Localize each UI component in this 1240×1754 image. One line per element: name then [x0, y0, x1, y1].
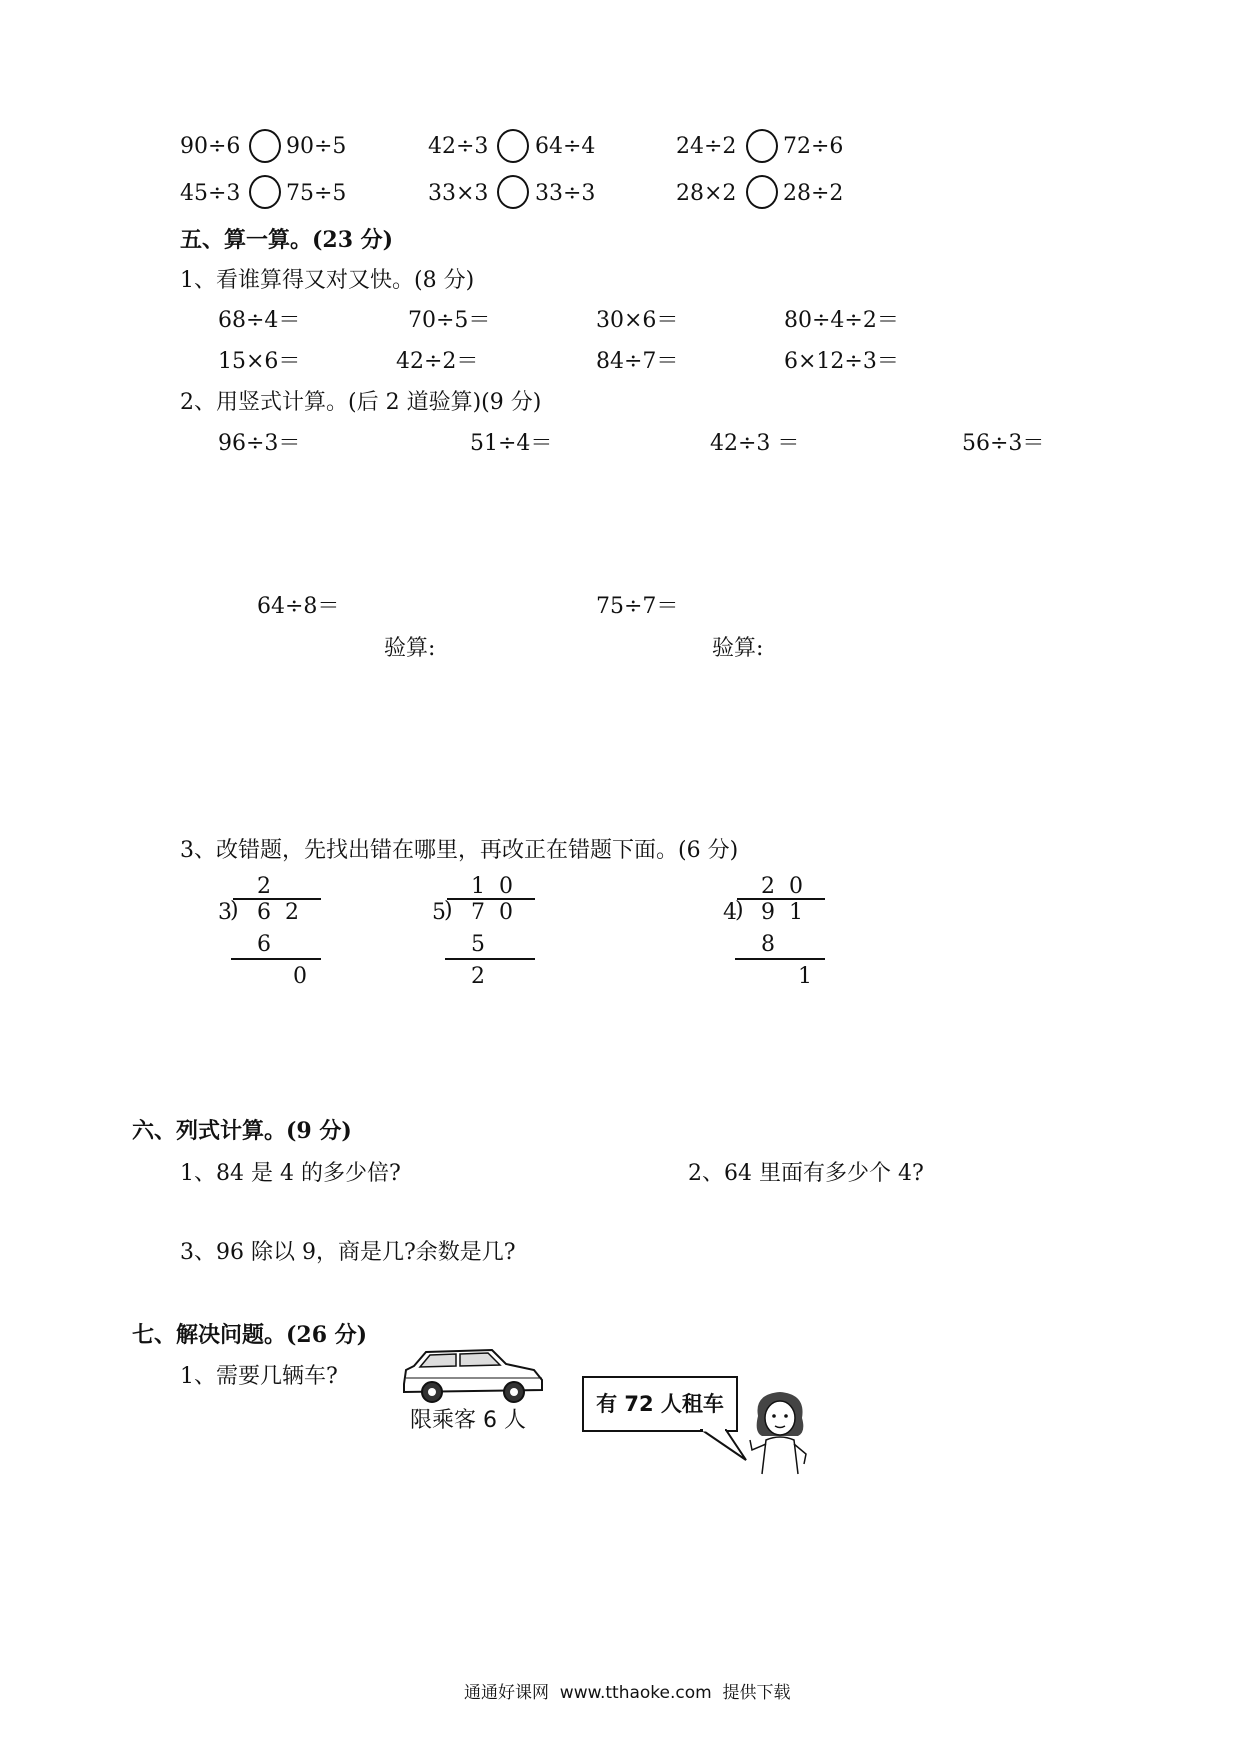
product: 8 — [761, 932, 775, 957]
quotient: 1 0 — [471, 874, 513, 899]
compare-left: 90÷6 — [180, 134, 241, 159]
q2-title: 2、用竖式计算。(后 2 道验算)(9 分) — [180, 390, 542, 415]
girl-icon — [740, 1388, 820, 1476]
check-label: 验算: — [384, 636, 436, 661]
divisor: 3 — [218, 900, 232, 925]
quotient: 2 0 — [761, 874, 803, 899]
division-bracket: ) — [230, 898, 239, 923]
car-caption: 限乘客 6 人 — [410, 1408, 526, 1433]
remainder: 1 — [798, 964, 812, 989]
oral-calc-item: 80÷4÷2＝ — [784, 308, 899, 333]
oral-calc-item: 70÷5＝ — [408, 308, 491, 333]
vertical-calc-item: 64÷8＝ — [257, 594, 340, 619]
vertical-calc-item: 96÷3＝ — [218, 431, 301, 456]
compare-right: 75÷5 — [286, 181, 347, 206]
vertical-calc-item: 42÷3 ＝ — [710, 431, 800, 456]
quotient: 2 — [257, 874, 271, 899]
remainder: 0 — [293, 964, 307, 989]
vertical-calc-item: 51÷4＝ — [470, 431, 553, 456]
compare-circle[interactable] — [746, 129, 778, 163]
compare-circle[interactable] — [746, 175, 778, 209]
compare-right: 90÷5 — [286, 134, 347, 159]
compare-circle[interactable] — [249, 175, 281, 209]
section6-title: 六、列式计算。(9 分) — [132, 1118, 352, 1144]
product: 5 — [471, 932, 485, 957]
section5-title: 五、算一算。(23 分) — [180, 227, 394, 253]
dividend: 6 2 — [257, 900, 299, 925]
oral-calc-item: 30×6＝ — [596, 308, 679, 333]
compare-right: 28÷2 — [783, 181, 844, 206]
division-bracket: ) — [444, 898, 453, 923]
divisor: 5 — [432, 900, 446, 925]
vertical-calc-item: 75÷7＝ — [596, 594, 679, 619]
q3-title: 3、改错题，先找出错在哪里，再改正在错题下面。(6 分) — [180, 838, 739, 863]
section7-q1: 1、需要几辆车? — [180, 1364, 338, 1389]
oral-calc-item: 15×6＝ — [218, 349, 301, 374]
q1-title: 1、看谁算得又对又快。(8 分) — [180, 268, 475, 293]
oral-calc-item: 84÷7＝ — [596, 349, 679, 374]
subtract-line — [735, 958, 825, 960]
compare-circle[interactable] — [497, 175, 529, 209]
compare-right: 33÷3 — [535, 181, 596, 206]
vertical-calc-item: 56÷3＝ — [962, 431, 1045, 456]
section6-q2: 2、64 里面有多少个 4? — [688, 1161, 924, 1186]
oral-calc-item: 42÷2＝ — [396, 349, 479, 374]
footer-text: 通通好课网 www.tthaoke.com 提供下载 — [464, 1683, 791, 1703]
product: 6 — [257, 932, 271, 957]
compare-left: 42÷3 — [428, 134, 489, 159]
section7-title: 七、解决问题。(26 分) — [132, 1322, 368, 1348]
section6-q1: 1、84 是 4 的多少倍? — [180, 1161, 401, 1186]
compare-left: 24÷2 — [676, 134, 737, 159]
dividend: 7 0 — [471, 900, 513, 925]
divisor: 4 — [723, 900, 737, 925]
oral-calc-item: 68÷4＝ — [218, 308, 301, 333]
subtract-line — [445, 958, 535, 960]
compare-left: 45÷3 — [180, 181, 241, 206]
compare-circle[interactable] — [249, 129, 281, 163]
dividend: 9 1 — [761, 900, 803, 925]
remainder: 2 — [471, 964, 485, 989]
car-icon — [396, 1344, 546, 1406]
compare-circle[interactable] — [497, 129, 529, 163]
compare-right: 64÷4 — [535, 134, 596, 159]
compare-left: 28×2 — [676, 181, 737, 206]
check-label: 验算: — [712, 636, 764, 661]
speech-bubble: 有 72 人租车 — [582, 1376, 738, 1432]
section6-q3: 3、96 除以 9，商是几?余数是几? — [180, 1240, 516, 1265]
subtract-line — [231, 958, 321, 960]
oral-calc-item: 6×12÷3＝ — [784, 349, 899, 374]
compare-left: 33×3 — [428, 181, 489, 206]
division-bracket: ) — [735, 898, 744, 923]
compare-right: 72÷6 — [783, 134, 844, 159]
